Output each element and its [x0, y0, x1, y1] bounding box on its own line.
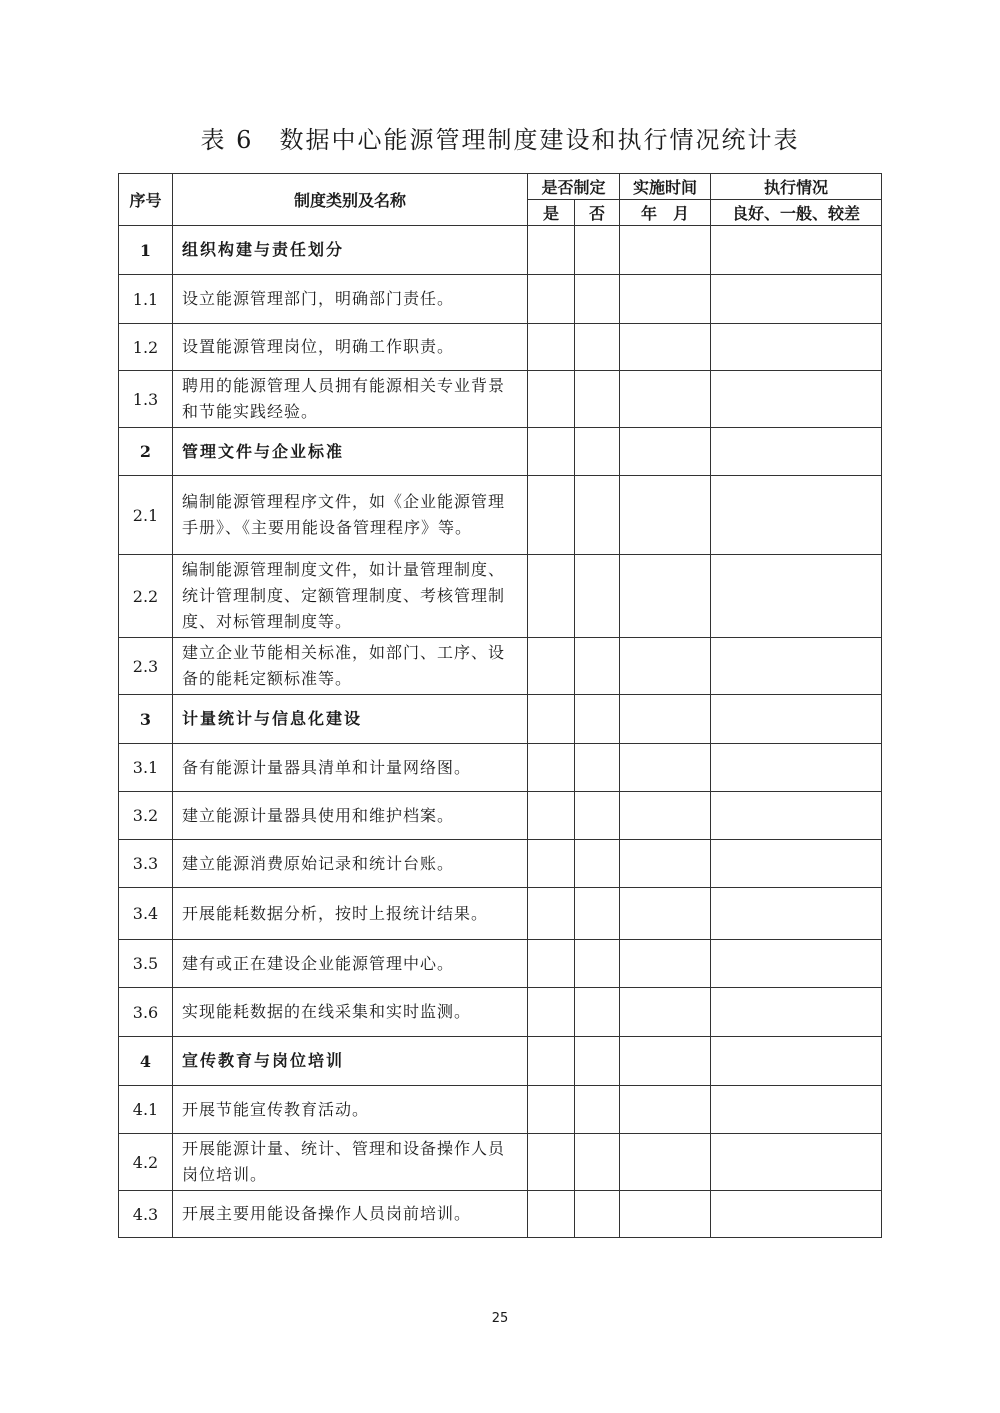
row-seq: 4.3 [119, 1191, 173, 1238]
execution-cell [711, 940, 882, 988]
no-cell [575, 324, 620, 371]
no-cell [575, 1134, 620, 1191]
row-seq: 1.1 [119, 275, 173, 324]
row-seq: 1.2 [119, 324, 173, 371]
no-cell [575, 1191, 620, 1238]
table-row [119, 988, 882, 1037]
yes-cell [528, 1037, 575, 1086]
execution-cell [711, 1191, 882, 1238]
header-execution: 执行情况 [711, 174, 882, 200]
no-cell [575, 638, 620, 695]
table-row [119, 888, 882, 940]
yes-cell [528, 792, 575, 840]
yes-cell [528, 1086, 575, 1134]
execution-cell [711, 695, 882, 744]
table-row [119, 940, 882, 988]
yes-cell [528, 840, 575, 888]
execution-cell [711, 744, 882, 792]
row-seq: 2.3 [119, 638, 173, 695]
time-cell [620, 792, 711, 840]
header-yes: 是 [528, 200, 575, 226]
row-seq: 4 [119, 1037, 173, 1086]
execution-cell [711, 792, 882, 840]
table-row [119, 1086, 882, 1134]
row-seq: 3.2 [119, 792, 173, 840]
row-name: 编制能源管理制度文件，如计量管理制度、统计管理制度、定额管理制度、考核管理制度、对标管理制度等。 [173, 555, 528, 638]
execution-cell [711, 840, 882, 888]
row-seq: 3.1 [119, 744, 173, 792]
row-seq: 3 [119, 695, 173, 744]
row-seq: 2 [119, 428, 173, 476]
row-seq: 4.2 [119, 1134, 173, 1191]
no-cell [575, 1037, 620, 1086]
time-cell [620, 1037, 711, 1086]
row-name: 开展能耗数据分析，按时上报统计结果。 [173, 888, 528, 940]
section-title: 宣传教育与岗位培训 [173, 1037, 528, 1086]
header-impl-time: 实施时间 [620, 174, 711, 200]
yes-cell [528, 638, 575, 695]
yes-cell [528, 744, 575, 792]
time-cell [620, 275, 711, 324]
table-row [119, 1134, 882, 1191]
time-cell [620, 988, 711, 1037]
statistics-table [118, 173, 882, 1238]
execution-cell [711, 638, 882, 695]
execution-cell [711, 555, 882, 638]
header-category: 制度类别及名称 [173, 174, 528, 226]
table-row [119, 1191, 882, 1238]
row-name: 编制能源管理程序文件，如《企业能源管理手册》、《主要用能设备管理程序》等。 [173, 476, 528, 555]
time-cell [620, 226, 711, 275]
header-row-1 [119, 174, 882, 200]
execution-cell [711, 988, 882, 1037]
time-cell [620, 888, 711, 940]
yes-cell [528, 428, 575, 476]
time-cell [620, 940, 711, 988]
row-seq: 3.5 [119, 940, 173, 988]
no-cell [575, 888, 620, 940]
row-name: 建立企业节能相关标准，如部门、工序、设备的能耗定额标准等。 [173, 638, 528, 695]
time-cell [620, 1191, 711, 1238]
header-year-month: 年 月 [620, 200, 711, 226]
time-cell [620, 695, 711, 744]
time-cell [620, 1086, 711, 1134]
row-name: 设立能源管理部门，明确部门责任。 [173, 275, 528, 324]
header-seq: 序号 [119, 174, 173, 226]
table-row [119, 275, 882, 324]
execution-cell [711, 226, 882, 275]
section-row [119, 428, 882, 476]
section-row [119, 226, 882, 275]
execution-cell [711, 1134, 882, 1191]
yes-cell [528, 940, 575, 988]
yes-cell [528, 1191, 575, 1238]
row-seq: 3.6 [119, 988, 173, 1037]
time-cell [620, 476, 711, 555]
table-row [119, 638, 882, 695]
row-name: 建有或正在建设企业能源管理中心。 [173, 940, 528, 988]
yes-cell [528, 555, 575, 638]
execution-cell [711, 275, 882, 324]
table-row [119, 744, 882, 792]
row-name: 聘用的能源管理人员拥有能源相关专业背景和节能实践经验。 [173, 371, 528, 428]
section-row [119, 695, 882, 744]
yes-cell [528, 371, 575, 428]
yes-cell [528, 324, 575, 371]
no-cell [575, 695, 620, 744]
time-cell [620, 744, 711, 792]
no-cell [575, 940, 620, 988]
no-cell [575, 275, 620, 324]
row-seq: 3.4 [119, 888, 173, 940]
row-seq: 1.3 [119, 371, 173, 428]
time-cell [620, 555, 711, 638]
section-title: 管理文件与企业标准 [173, 428, 528, 476]
page-title: 表 6 数据中心能源管理制度建设和执行情况统计表 [200, 126, 800, 154]
yes-cell [528, 988, 575, 1037]
no-cell [575, 371, 620, 428]
execution-cell [711, 371, 882, 428]
execution-cell [711, 324, 882, 371]
header-established: 是否制定 [528, 174, 620, 200]
time-cell [620, 840, 711, 888]
row-name: 开展主要用能设备操作人员岗前培训。 [173, 1191, 528, 1238]
execution-cell [711, 888, 882, 940]
no-cell [575, 1086, 620, 1134]
time-cell [620, 428, 711, 476]
row-name: 建立能源消费原始记录和统计台账。 [173, 840, 528, 888]
yes-cell [528, 476, 575, 555]
time-cell [620, 1134, 711, 1191]
no-cell [575, 988, 620, 1037]
row-name: 开展节能宣传教育活动。 [173, 1086, 528, 1134]
section-row [119, 1037, 882, 1086]
time-cell [620, 324, 711, 371]
row-seq: 1 [119, 226, 173, 275]
table-row [119, 555, 882, 638]
time-cell [620, 371, 711, 428]
row-name: 建立能源计量器具使用和维护档案。 [173, 792, 528, 840]
table-row [119, 324, 882, 371]
no-cell [575, 792, 620, 840]
table-row [119, 476, 882, 555]
execution-cell [711, 1037, 882, 1086]
yes-cell [528, 888, 575, 940]
no-cell [575, 840, 620, 888]
row-name: 设置能源管理岗位，明确工作职责。 [173, 324, 528, 371]
header-execution-levels: 良好、一般、较差 [711, 200, 882, 226]
section-title: 计量统计与信息化建设 [173, 695, 528, 744]
row-seq: 3.3 [119, 840, 173, 888]
no-cell [575, 476, 620, 555]
table-row [119, 371, 882, 428]
row-seq: 2.2 [119, 555, 173, 638]
execution-cell [711, 1086, 882, 1134]
row-name: 备有能源计量器具清单和计量网络图。 [173, 744, 528, 792]
yes-cell [528, 226, 575, 275]
table-row [119, 792, 882, 840]
page-number: 25 [491, 1311, 509, 1326]
no-cell [575, 226, 620, 275]
yes-cell [528, 695, 575, 744]
header-no: 否 [575, 200, 620, 226]
row-seq: 4.1 [119, 1086, 173, 1134]
execution-cell [711, 428, 882, 476]
section-title: 组织构建与责任划分 [173, 226, 528, 275]
no-cell [575, 744, 620, 792]
yes-cell [528, 1134, 575, 1191]
no-cell [575, 428, 620, 476]
time-cell [620, 638, 711, 695]
row-seq: 2.1 [119, 476, 173, 555]
no-cell [575, 555, 620, 638]
row-name: 开展能源计量、统计、管理和设备操作人员岗位培训。 [173, 1134, 528, 1191]
table-row [119, 840, 882, 888]
execution-cell [711, 476, 882, 555]
yes-cell [528, 275, 575, 324]
row-name: 实现能耗数据的在线采集和实时监测。 [173, 988, 528, 1037]
